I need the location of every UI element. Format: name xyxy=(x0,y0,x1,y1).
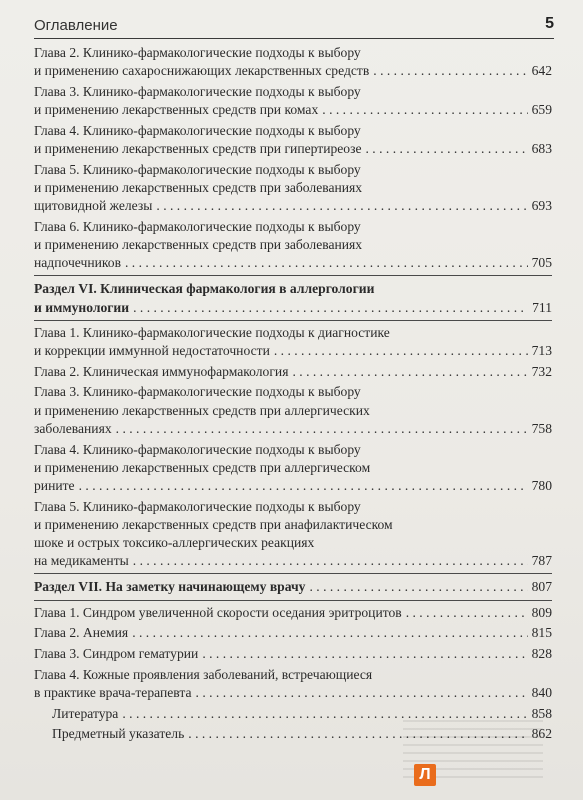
toc-chapter-entry[interactable] xyxy=(34,363,552,381)
toc-page-number: 758 xyxy=(531,420,552,436)
toc-chapter-entry[interactable] xyxy=(34,498,552,571)
toc-page-number: 683 xyxy=(531,141,552,157)
toc-line xyxy=(34,197,552,215)
toc-line xyxy=(34,101,552,119)
toc-entry-text: Глава 1. Синдром увеличенной скорости оседания эритроцитов xyxy=(34,604,402,620)
toc-line xyxy=(34,218,552,236)
toc-line xyxy=(34,236,552,254)
toc-line xyxy=(34,624,552,642)
toc-page-number: 828 xyxy=(531,646,552,662)
toc-entry-text: шоке и острых токсико-аллергических реакциях xyxy=(34,535,315,551)
toc-section-block xyxy=(34,275,552,320)
toc-line xyxy=(34,280,552,298)
toc-line xyxy=(34,534,552,552)
publisher-logo-icon xyxy=(414,764,436,786)
toc-entry-text: Глава 1. Клинико-фармакологические подходы к диагностике xyxy=(34,324,390,340)
toc-page-number: 807 xyxy=(531,579,552,595)
toc-page-number: 713 xyxy=(531,343,552,359)
toc-page-number: 659 xyxy=(531,102,552,118)
toc-chapter-entry[interactable] xyxy=(34,604,552,622)
toc-line xyxy=(34,342,552,360)
page-header xyxy=(34,14,554,39)
toc-page-number: 862 xyxy=(531,726,552,742)
toc-line xyxy=(34,498,552,516)
toc-chapter-entry[interactable] xyxy=(34,383,552,438)
dot-leader xyxy=(366,140,528,158)
dot-leader xyxy=(79,477,528,495)
toc-line xyxy=(34,254,552,272)
toc-line xyxy=(34,161,552,179)
toc-entry-text: в практике врача-терапевта xyxy=(34,685,192,700)
toc-entry-text: и применению сахароснижающих лекарственных средств xyxy=(34,63,370,79)
toc-entry-text: и иммунологии xyxy=(34,299,130,315)
toc-line xyxy=(34,324,552,342)
toc-entry-text: и применению лекарственных средств при комах xyxy=(34,102,319,118)
toc-line xyxy=(34,516,552,534)
toc-page-number: 711 xyxy=(532,299,552,315)
dot-leader xyxy=(274,342,528,360)
toc-entry-text: Глава 2. Клинико-фармакологические подходы к выбору xyxy=(34,45,361,60)
toc-page-number: 787 xyxy=(531,553,552,569)
dot-leader xyxy=(133,552,528,570)
toc-page-number: 815 xyxy=(531,625,552,641)
logo-letter: Л xyxy=(419,766,431,783)
toc-entry-text: Глава 4. Клинико-фармакологические подходы к выбору xyxy=(34,122,361,138)
toc-line xyxy=(34,578,552,596)
toc-entry-text: надпочечников xyxy=(34,255,121,271)
dot-leader xyxy=(156,197,527,215)
toc-chapter-entry[interactable] xyxy=(34,624,552,642)
toc-line xyxy=(34,420,552,438)
toc-entry-text: и применению лекарственных средств при гипертиреозе xyxy=(34,141,362,157)
toc-entry-text: рините xyxy=(34,477,75,493)
toc-entry-text: Предметный указатель xyxy=(52,726,185,742)
dot-leader xyxy=(116,420,528,438)
toc-entry-text: Глава 5. Клинико-фармакологические подходы к выбору xyxy=(34,498,361,514)
dot-leader xyxy=(373,62,527,80)
toc-entry-text: Литература xyxy=(52,705,119,721)
toc-section-entry[interactable] xyxy=(34,280,552,316)
dot-leader xyxy=(196,684,528,702)
toc-line xyxy=(34,140,552,158)
running-title: Оглавление xyxy=(34,17,118,34)
toc-page-number: 705 xyxy=(531,255,552,271)
toc-entry-text: Раздел VI. Клиническая фармакология в аллергологии xyxy=(34,281,375,297)
toc-entry-text: Глава 6. Клинико-фармакологические подходы к выбору xyxy=(34,218,361,234)
toc-page-number: 858 xyxy=(531,705,552,721)
toc-line xyxy=(34,552,552,570)
dot-leader xyxy=(292,363,527,381)
toc-line xyxy=(34,666,552,684)
dot-leader xyxy=(133,299,528,317)
toc-line xyxy=(34,62,552,80)
toc-line xyxy=(34,477,552,495)
toc-line xyxy=(34,122,552,140)
toc-entry-text: Глава 2. Анемия xyxy=(34,625,129,641)
toc-chapter-entry[interactable] xyxy=(34,645,552,663)
toc-entry-text: Глава 2. Клиническая иммунофармакология xyxy=(34,363,289,379)
dot-leader xyxy=(322,101,527,119)
toc-entry-text: заболеваниях xyxy=(34,420,112,436)
toc-entry-text: Глава 4. Кожные проявления заболеваний, встречающиеся xyxy=(34,666,373,682)
toc-chapter-entry[interactable] xyxy=(34,666,552,702)
toc-line xyxy=(34,441,552,459)
toc-chapter-entry[interactable] xyxy=(34,441,552,496)
toc-line xyxy=(34,645,552,663)
toc-entry-text: Глава 3. Синдром гематурии xyxy=(34,646,199,662)
toc-section-entry[interactable] xyxy=(34,578,552,596)
toc-page-number: 693 xyxy=(531,198,552,214)
toc-line xyxy=(34,44,552,62)
dot-leader xyxy=(406,604,528,622)
toc-section-block xyxy=(34,573,552,600)
toc-entry-text: Глава 3. Клинико-фармакологические подходы к выбору xyxy=(34,384,361,400)
toc-page-number: 642 xyxy=(531,63,552,79)
dot-leader xyxy=(125,254,528,272)
toc-chapter-entry[interactable] xyxy=(34,44,552,80)
toc-page-number: 809 xyxy=(531,604,552,620)
toc-entry-text: и применению лекарственных средств при анафилактическом xyxy=(34,516,393,532)
toc-line xyxy=(34,684,552,702)
toc-line xyxy=(34,179,552,197)
toc-entry-text: и коррекции иммунной недостаточности xyxy=(34,343,270,359)
toc-line xyxy=(34,383,552,401)
toc-entry-text: Раздел VII. На заметку начинающему врачу xyxy=(34,579,306,595)
toc-entry-text: и применению лекарственных средств при аллергическом xyxy=(34,459,371,475)
page-number: 5 xyxy=(545,15,554,32)
toc-chapter-entry[interactable] xyxy=(34,161,552,216)
toc-chapter-entry[interactable] xyxy=(34,218,552,273)
toc-entry-text: Глава 4. Клинико-фармакологические подходы к выбору xyxy=(34,441,361,457)
toc-line xyxy=(34,83,552,101)
toc-entry-text: и применению лекарственных средств при заболеваниях xyxy=(34,237,363,253)
toc-chapter-entry[interactable] xyxy=(34,122,552,158)
toc-chapter-entry[interactable] xyxy=(34,83,552,119)
toc-entry-text: Глава 5. Клинико-фармакологические подходы к выбору xyxy=(34,161,361,177)
table-of-contents xyxy=(34,44,552,746)
toc-entry-text: и применению лекарственных средств при заболеваниях xyxy=(34,179,363,195)
toc-page-number: 780 xyxy=(531,477,552,493)
toc-line xyxy=(34,604,552,622)
toc-entry-text: и применению лекарственных средств при аллергических xyxy=(34,402,370,418)
toc-chapter-entry[interactable] xyxy=(34,324,552,360)
dot-leader xyxy=(309,578,527,596)
dot-leader xyxy=(132,624,527,642)
toc-line xyxy=(34,459,552,477)
toc-entry-text: на медикаменты xyxy=(34,553,129,569)
toc-page-number: 732 xyxy=(531,363,552,379)
toc-entry-text: щитовидной железы xyxy=(34,198,153,214)
toc-line xyxy=(34,402,552,420)
toc-line xyxy=(34,363,552,381)
toc-page-number: 840 xyxy=(531,685,552,700)
toc-line xyxy=(34,299,552,317)
dot-leader xyxy=(202,645,527,663)
toc-entry-text: Глава 3. Клинико-фармакологические подходы к выбору xyxy=(34,83,361,99)
